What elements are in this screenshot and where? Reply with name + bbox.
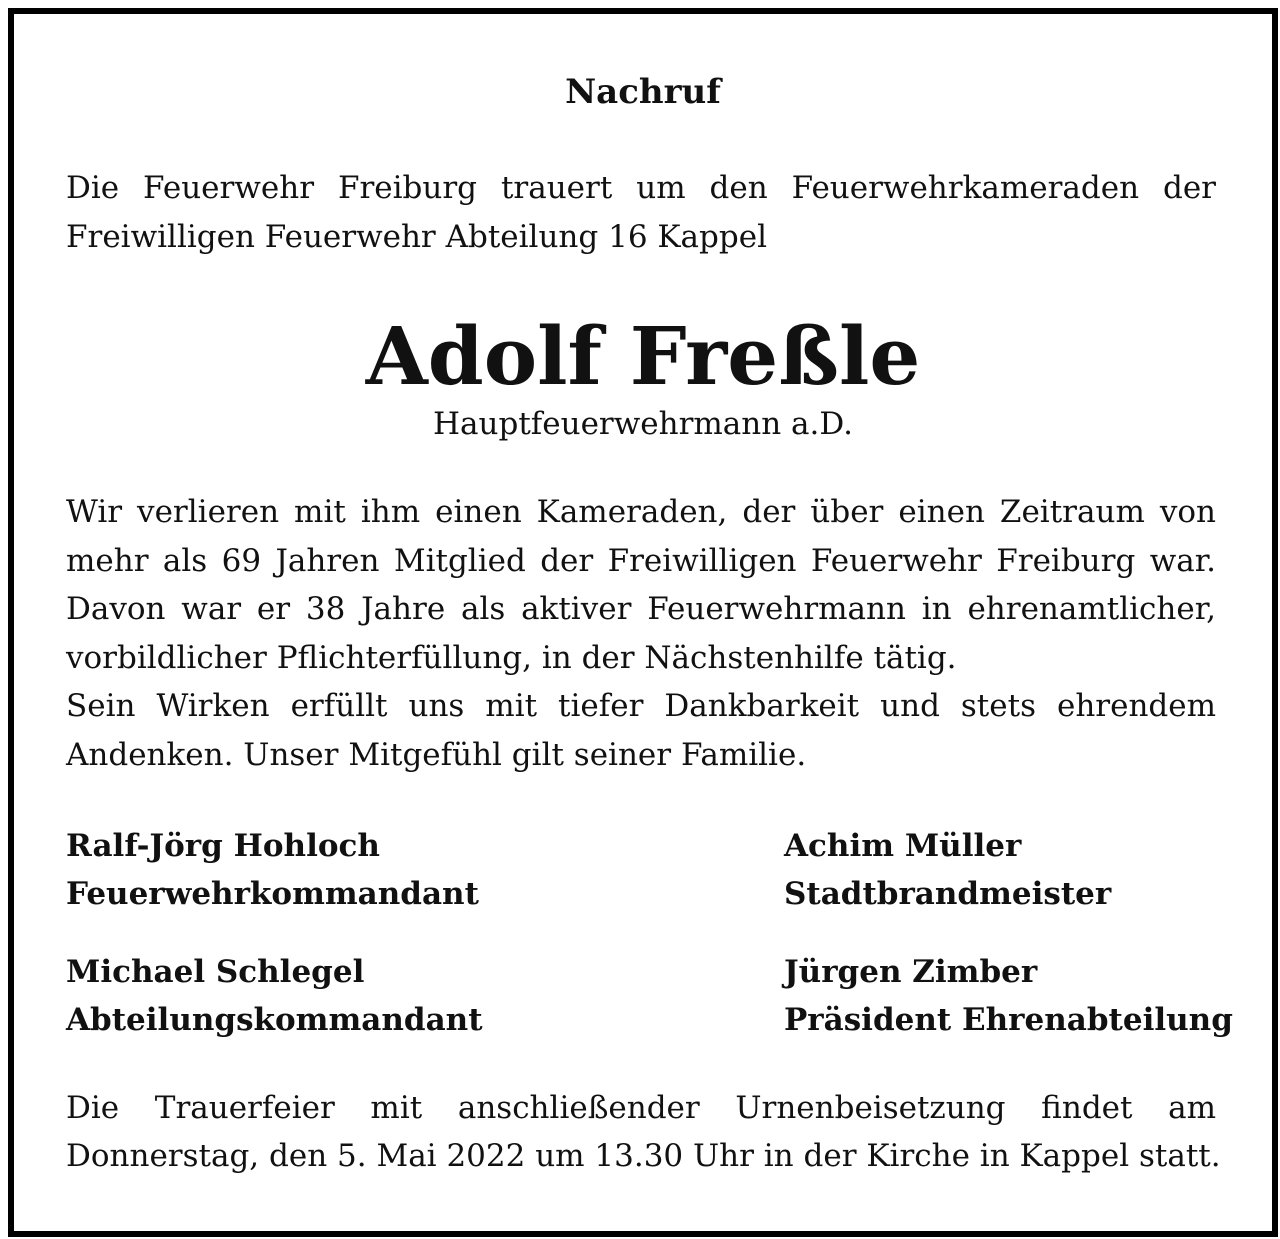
funeral-line: Die Trauerfeier mit anschließender Urnenbeisetzung findet am [66, 1090, 1216, 1126]
tribute-line: vorbildlicher Pflichterfüllung, in der Nächstenhilfe tätig. [66, 639, 957, 676]
signer [66, 948, 546, 1044]
intro-line: Die Feuerwehr Freiburg trauert um den Feuerwehrkameraden der [66, 170, 1216, 206]
signer-title: Abteilungskommandant [66, 1002, 483, 1038]
notice-heading: Nachruf [565, 72, 721, 112]
signer-name: Jürgen Zimber [784, 954, 1038, 990]
tribute-line: Andenken. Unser Mitgefühl gilt seiner Familie. [66, 736, 807, 773]
signer [66, 822, 546, 918]
intro-line: Freiwilligen Feuerwehr Abteilung 16 Kappel [66, 219, 767, 255]
signer-name: Achim Müller [784, 828, 1022, 864]
funeral-details [66, 1084, 1221, 1180]
signer-title: Präsident Ehrenabteilung [784, 1002, 1233, 1038]
deceased-name: Adolf Freßle [365, 309, 921, 403]
signer-title: Feuerwehrkommandant [66, 876, 479, 912]
obituary-notice [8, 8, 1278, 1237]
signer-name: Ralf-Jörg Hohloch [66, 828, 380, 864]
tribute-line: mehr als 69 Jahren Mitglied der Freiwilligen Feuerwehr Freiburg war. [66, 542, 1216, 579]
signer-name: Michael Schlegel [66, 954, 365, 990]
tribute-line: Sein Wirken erfüllt uns mit tiefer Dankbarkeit und stets ehrendem [66, 688, 1216, 725]
tribute-line: Wir verlieren mit ihm einen Kameraden, der über einen Zeitraum von [66, 494, 1216, 530]
signer [784, 822, 1264, 918]
funeral-line: Donnerstag, den 5. Mai 2022 um 13.30 Uhr in der Kirche in Kappel statt. [66, 1138, 1221, 1174]
tribute-line: Davon war er 38 Jahre als aktiver Feuerwehrmann in ehrenamtlicher, [66, 591, 1216, 628]
signer [784, 948, 1264, 1044]
intro-paragraph [66, 164, 1216, 262]
signer-title: Stadtbrandmeister [784, 876, 1112, 912]
deceased-rank: Hauptfeuerwehrmann a.D. [433, 406, 853, 442]
tribute-paragraph [66, 488, 1216, 780]
